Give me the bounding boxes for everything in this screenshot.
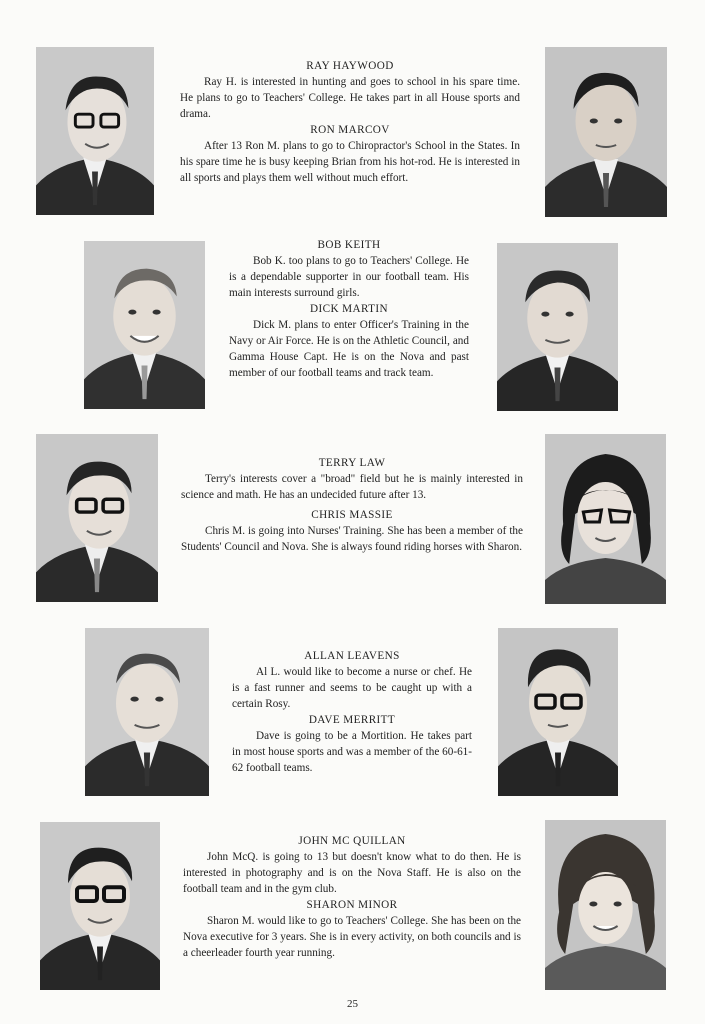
student-name-dave-merritt: DAVE MERRITT bbox=[308, 714, 396, 726]
student-bio-ron-marcov: After 13 Ron M. plans to go to Chiropractor's School in the States. In his spare time he is busy keeping Brian from his hot-rod. He is interested in all sports and plays them well without much effort. bbox=[180, 140, 520, 184]
entry-block-4 bbox=[232, 648, 472, 776]
portrait-bob-keith bbox=[84, 241, 205, 409]
portrait-dick-martin bbox=[497, 243, 618, 411]
portrait-john-mc-quillan bbox=[40, 822, 160, 990]
student-bio-sharon-minor: Sharon M. would like to go to Teachers' College. She has been on the Nova executive for 3 years. She is in every activity, on both councils and is a cheerleader fourth year running. bbox=[183, 915, 521, 959]
student-name-bob-keith: BOB KEITH bbox=[317, 239, 381, 251]
student-bio-allan-leavens: Al L. would like to become a nurse or chef. He is a fast runner and seems to be caught up with a certain Rosy. bbox=[232, 666, 472, 710]
portrait-ron-marcov bbox=[545, 47, 667, 217]
portrait-chris-massie bbox=[545, 434, 666, 604]
student-name-sharon-minor: SHARON MINOR bbox=[306, 899, 398, 911]
portrait-ray-haywood bbox=[36, 47, 154, 215]
student-bio-ray-haywood: Ray H. is interested in hunting and goes to school in his spare time. He plans to go to Teachers' College. He takes part in all House sports and drama. bbox=[180, 76, 520, 120]
portrait-terry-law bbox=[36, 434, 158, 602]
portrait-allan-leavens bbox=[85, 628, 209, 796]
student-name-terry-law: TERRY LAW bbox=[318, 457, 386, 469]
student-bio-dave-merritt: Dave is going to be a Mortition. He takes part in most house sports and was a member of the 60-61-62 football teams. bbox=[232, 730, 472, 774]
student-bio-chris-massie: Chris M. is going into Nurses' Training. She has been a member of the Students' Council and Nova. She is always found riding horses with Sharon. bbox=[181, 525, 523, 553]
portrait-dave-merritt bbox=[498, 628, 618, 796]
student-name-ron-marcov: RON MARCOV bbox=[310, 124, 390, 136]
student-name-dick-martin: DICK MARTIN bbox=[310, 303, 388, 315]
student-bio-terry-law: Terry's interests cover a "broad" field but he is mainly interested in science and math. He has an undecided future after 13. bbox=[181, 473, 523, 501]
student-bio-john-mc-quillan: John McQ. is going to 13 but doesn't know what to do then. He is interested in photography and is on the Nova Staff. He is also on the football team and in the gym club. bbox=[183, 851, 521, 895]
portrait-sharon-minor bbox=[545, 820, 666, 990]
entry-block-3 bbox=[181, 455, 523, 555]
student-bio-bob-keith: Bob K. too plans to go to Teachers' College. He is a dependable supporter in our football team. His main interests surround girls. bbox=[229, 255, 469, 299]
entry-block-2 bbox=[229, 237, 469, 381]
student-bio-dick-martin: Dick M. plans to enter Officer's Training in the Navy or Air Force. He is on the Athletic Council, and Gamma House Capt. He is on the Nova and past member of our football teams and track team. bbox=[229, 319, 469, 379]
page-number: 25 bbox=[347, 998, 358, 1010]
student-name-allan-leavens: ALLAN LEAVENS bbox=[304, 650, 400, 662]
student-name-chris-massie: CHRIS MASSIE bbox=[311, 509, 393, 521]
entry-block-1 bbox=[180, 58, 520, 186]
student-name-john-mc-quillan: JOHN MC QUILLAN bbox=[298, 835, 406, 847]
student-name-ray-haywood: RAY HAYWOOD bbox=[306, 60, 394, 72]
entry-block-5 bbox=[183, 833, 521, 961]
